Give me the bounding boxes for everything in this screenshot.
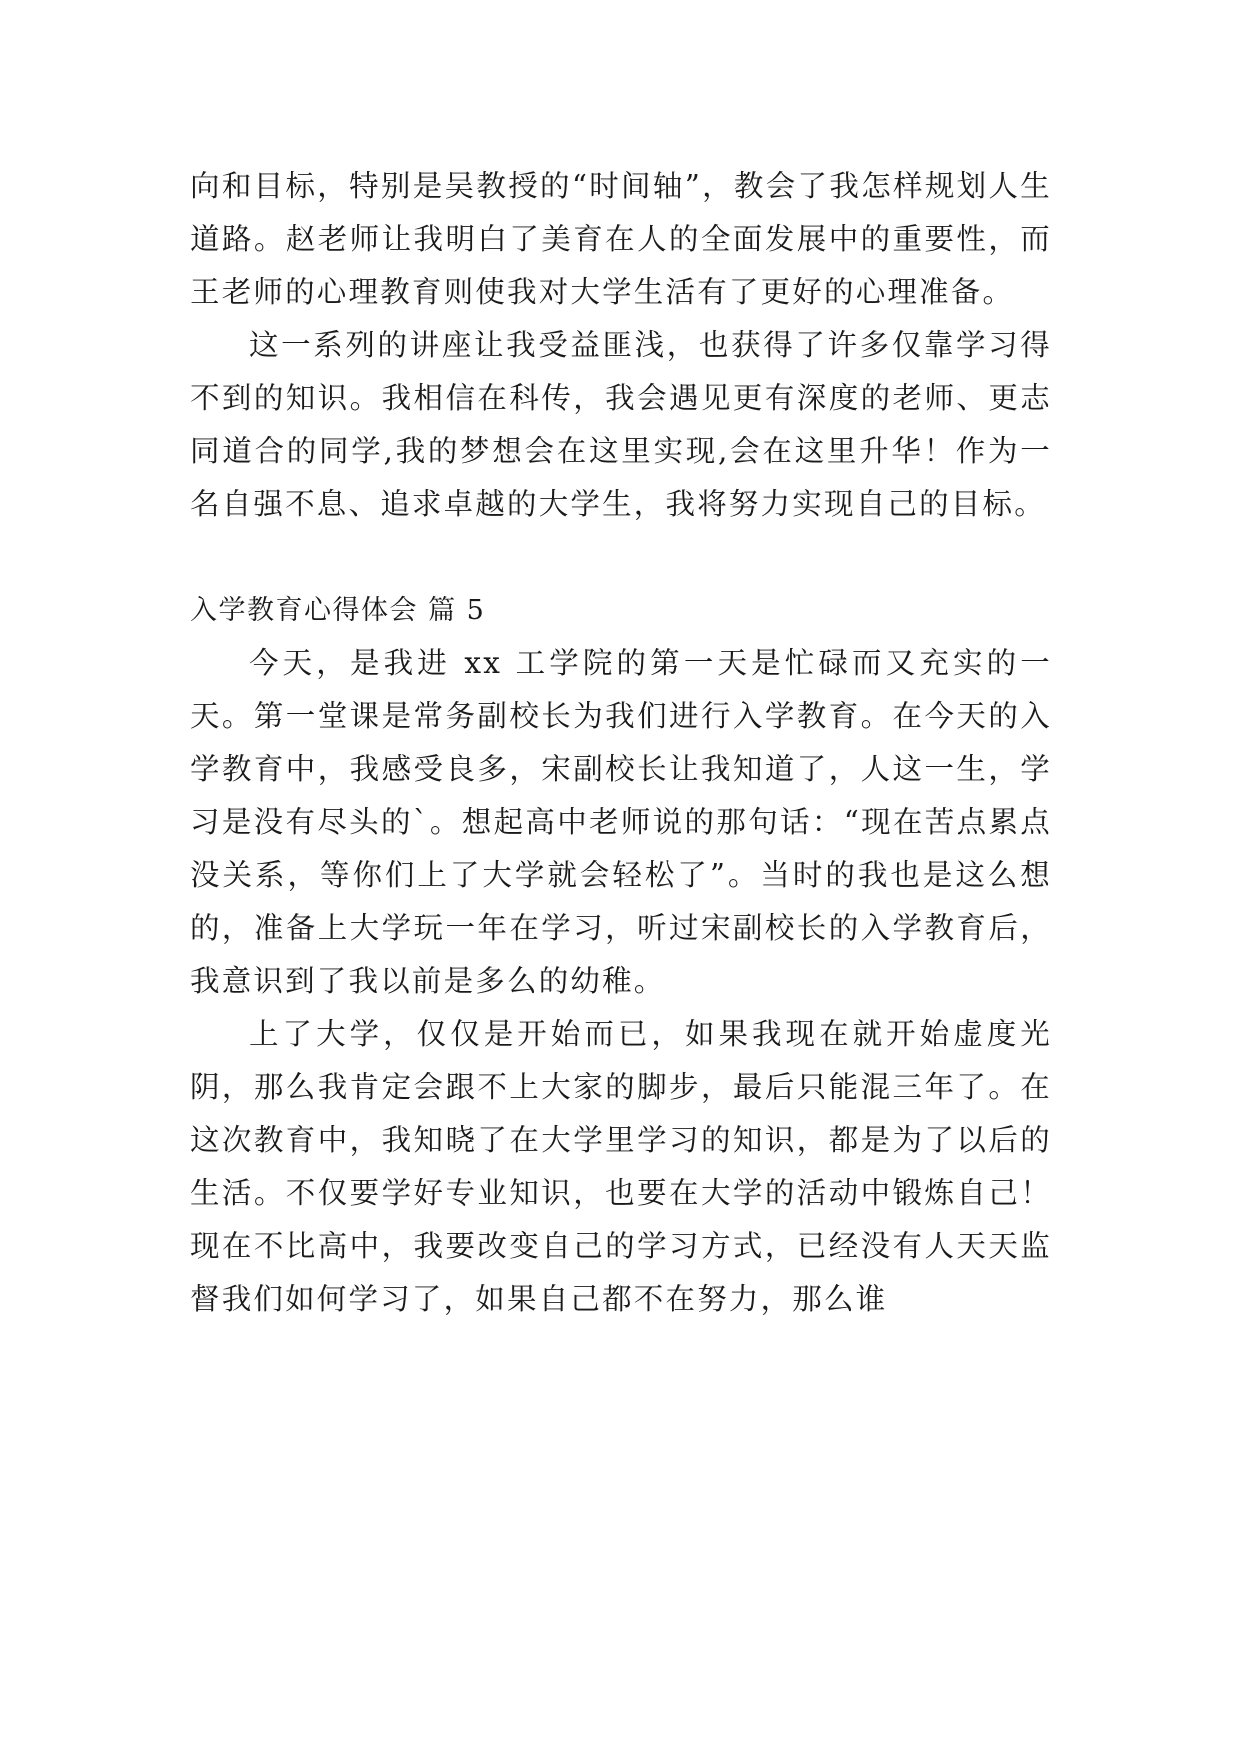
paragraph-university-start: 上了大学，仅仅是开始而已，如果我现在就开始虚度光阴，那么我肯定会跟不上大家的脚步，最后只能混三年了。在这次教育中，我知晓了在大学里学习的知识，都是为了以后的生活。不仅要学好专业知识，也要在大学的活动中锻炼自己！现在不比高中，我要改变自己的学习方式，已经没有人天天监督我们如何学习了，如果自己都不在努力，那么谁 (190, 1017, 1052, 1316)
document-body (190, 160, 1052, 1326)
paragraph-first-day: 今天，是我进 xx 工学院的第一天是忙碌而又充实的一天。第一堂课是常务副校长为我们进行入学教育。在今天的入学教育中，我感受良多，宋副校长让我知道了，人这一生，学习是没有尽头的`。想起高中老师说的那句话：“现在苦点累点没关系，等你们上了大学就会轻松了”。当时的我也是这么想的，准备上大学玩一年在学习，听过宋副校长的入学教育后，我意识到了我以前是多么的幼稚。 (190, 646, 1052, 998)
section-heading: 入学教育心得体会 篇 5 (190, 595, 486, 626)
paragraph-lectures: 这一系列的讲座让我受益匪浅，也获得了许多仅靠学习得不到的知识。我相信在科传，我会遇见更有深度的老师、更志同道合的同学,我的梦想会在这里实现,会在这里升华！作为一名自强不息、追求卓越的大学生，我将努力实现自己的目标。 (190, 328, 1052, 521)
paragraph-continuation: 向和目标，特别是吴教授的“时间轴”，教会了我怎样规划人生道路。赵老师让我明白了美育在人的全面发展中的重要性，而王老师的心理教育则使我对大学生活有了更好的心理准备。 (190, 169, 1052, 309)
